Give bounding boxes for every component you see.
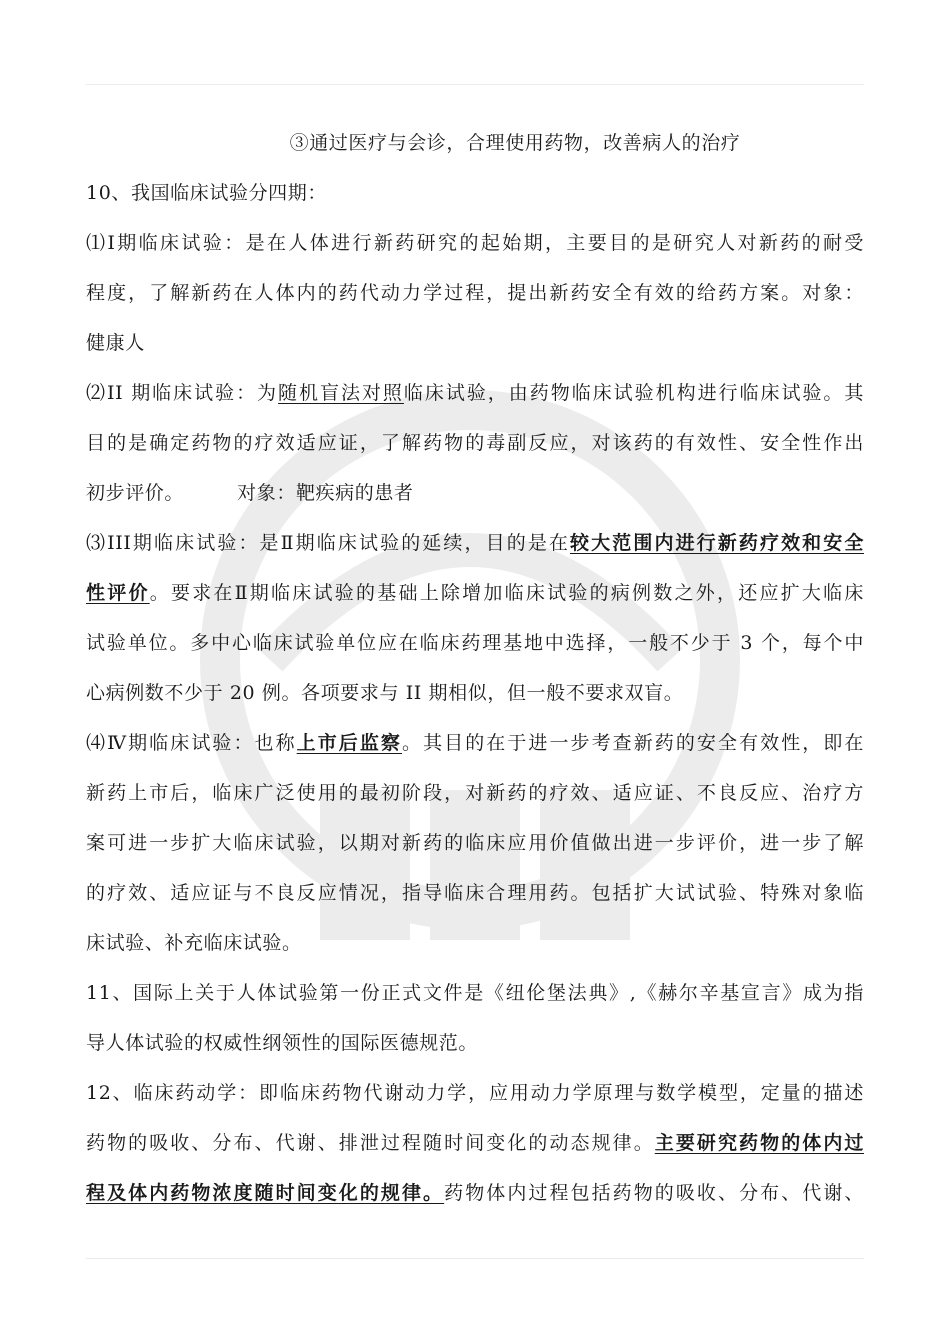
- section-heading-10: 10、我国临床试验分四期：: [86, 182, 327, 204]
- text-line: 健康人: [86, 332, 145, 354]
- text-line: [86, 1118, 864, 1168]
- text-line: 床试验、补充临床试验。: [86, 932, 302, 954]
- key-point: 主要研究药物的体内过: [654, 1132, 864, 1154]
- text-line: [86, 518, 864, 568]
- key-point: 性评价: [86, 582, 150, 604]
- header-rule: [86, 84, 864, 85]
- section-heading-12: 12、临床药动学：即临床药物代谢动力学，应用动力学原理与数学模型，定量的描述: [86, 1082, 864, 1104]
- text-run: 药物的吸收、分布、代谢、排泄过程随时间变化的动态规律。: [86, 1132, 655, 1154]
- text-line: 程度，了解新药在人体内的药代动力学过程，提出新药安全有效的给药方案。对象：: [86, 282, 864, 304]
- text-run: 临床试验，由药物临床试验机构进行临床试验。其: [403, 382, 865, 404]
- text-line: 目的是确定药物的疗效适应证，了解药物的毒副反应，对该药的有效性、安全性作出: [86, 432, 864, 454]
- document-body: [86, 118, 864, 1218]
- section-heading-11: 11、国际上关于人体试验第一份正式文件是《纽伦堡法典》,《赫尔辛基宣言》成为指: [86, 982, 864, 1004]
- text-line: ③通过医疗与会诊，合理使用药物，改善病人的治疗: [289, 132, 741, 154]
- text-line: 新药上市后，临床广泛使用的最初阶段，对新药的疗效、适应证、不良反应、治疗方: [86, 782, 864, 804]
- text-line: [86, 718, 864, 768]
- underlined-term: 随机盲法对照: [278, 382, 404, 404]
- text-run: ⑶III期临床试验：是Ⅱ期临床试验的延续，目的是在: [86, 532, 571, 554]
- text-run: 药物体内过程包括药物的吸收、分布、代谢、: [444, 1182, 864, 1204]
- footer-rule: [86, 1258, 864, 1259]
- text-line: 初步评价。 对象：靶疾病的患者: [86, 482, 414, 504]
- key-point: 程及体内药物浓度随时间变化的规律。: [86, 1182, 445, 1204]
- text-line: 的疗效、适应证与不良反应情况，指导临床合理用药。包括扩大试试验、特殊对象临: [86, 882, 864, 904]
- text-line: 心病例数不少于 20 例。各项要求与 II 期相似，但一般不要求双盲。: [86, 682, 684, 704]
- text-line: 导人体试验的权威性纲领性的国际医德规范。: [86, 1032, 479, 1054]
- key-point: 上市后监察: [296, 732, 402, 754]
- key-point: 较大范围内进行新药疗效和安全: [570, 532, 864, 554]
- text-line: [86, 1168, 864, 1218]
- text-line: 试验单位。多中心临床试验单位应在临床药理基地中选择，一般不少于 3 个，每个中: [86, 632, 864, 654]
- text-run: ⑷Ⅳ期临床试验：也称: [86, 732, 297, 754]
- text-line: ⑴Ⅰ期临床试验：是在人体进行新药研究的起始期，主要目的是研究人对新药的耐受: [86, 232, 864, 254]
- text-run: ⑵II 期临床试验：为: [86, 382, 279, 404]
- text-line: 案可进一步扩大临床试验，以期对新药的临床应用价值做出进一步评价，进一步了解: [86, 832, 864, 854]
- text-run: 。要求在Ⅱ期临床试验的基础上除增加临床试验的病例数之外，还应扩大临床: [149, 582, 864, 604]
- text-line: [86, 568, 864, 618]
- text-run: 。其目的在于进一步考查新药的安全有效性，即在: [402, 732, 864, 754]
- text-line: [86, 368, 864, 418]
